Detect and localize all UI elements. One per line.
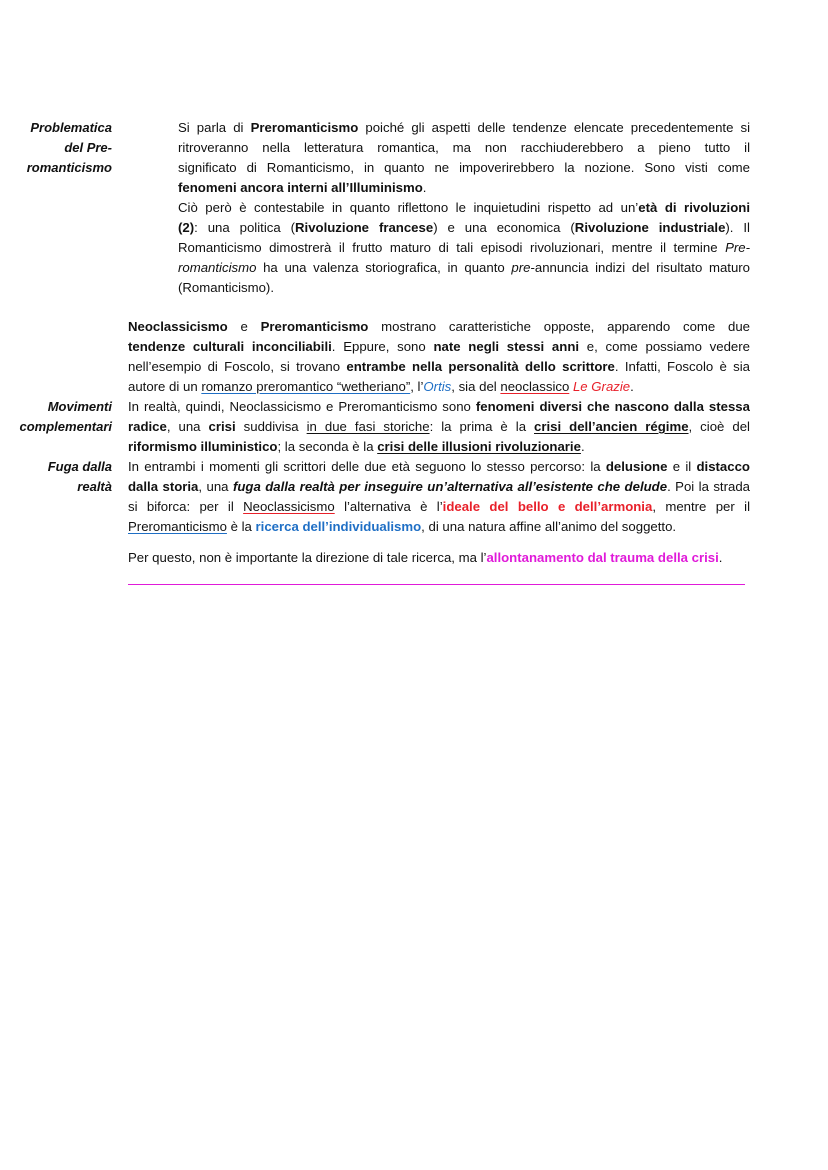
paragraph-neoclassicismo-preromanticismo: Neoclassicismo e Preromanticismo mostrano caratteristiche opposte, apparendo come due tendenze culturali inconciliabili. Eppure, sono nate negli stessi anni e, come possiamo vedere nell’esempio di Foscolo, si trovano entrambe nella personalità dello scrittore. Infatti, Foscolo è sia autore di un romanzo preromantico “wetheriano”, l’Ortis, sia del neoclassico Le Grazie.	[128, 319, 750, 394]
paragraph-eta-rivoluzioni: Ciò però è contestabile in quanto riflettono le inquietudini rispetto ad un’età di rivoluzioni (2): una politica (Rivoluzione francese) e una economica (Rivoluzione industriale). Il Romanticismo dimostrerà il frutto maturo di tali episodi rivoluzionari, mentre il termine Pre- romanticismo ha una valenza storiografica, in quanto pre-annuncia indizi del risultato maturo (Romanticismo).	[178, 200, 750, 295]
side-label-movimenti: Movimenti complementari	[19, 399, 112, 434]
paragraph-preromanticismo: Si parla di Preromanticismo poiché gli aspetti delle tendenze elencate precedentemente si ritroveranno nella letteratura romantica, ma non racchiuderebbero a pieno tutto il significato di Romanticismo, in quanto ne impoverirebbero la nozione. Sono visti come fenomeni ancora interni all’Illuminismo.	[178, 120, 750, 195]
paragraph-fuga-dalla-realta: In entrambi i momenti gli scrittori delle due età seguono lo stesso percorso: la delusione e il distacco dalla storia, una fuga dalla realtà per inseguire un’alternativa all’esistente che delude. Poi la strada si biforca: per il Neoclassicismo l’alternativa è l’ideale del bello e dell’armonia, mentre per il Preromanticismo è la ricerca dell’individualismo, di una natura affine all’animo del soggetto.	[128, 459, 750, 534]
paragraph-conclusione: Per questo, non è importante la direzione di tale ricerca, ma l’allontanamento dal trauma della crisi.	[128, 550, 723, 565]
side-label-fuga: Fuga dalla realtà	[47, 459, 112, 494]
paragraph-movimenti-complementari: In realtà, quindi, Neoclassicismo e Preromanticismo sono fenomeni diversi che nascono dalla stessa radice, una crisi suddivisa in due fasi storiche: la prima è la crisi dell’ancien régime, cioè del riformismo illuministico; la seconda è la crisi delle illusioni rivoluzionarie.	[128, 399, 750, 454]
magenta-divider	[128, 584, 745, 585]
side-label-problematica: Problematica del Pre- romanticismo	[26, 120, 112, 175]
